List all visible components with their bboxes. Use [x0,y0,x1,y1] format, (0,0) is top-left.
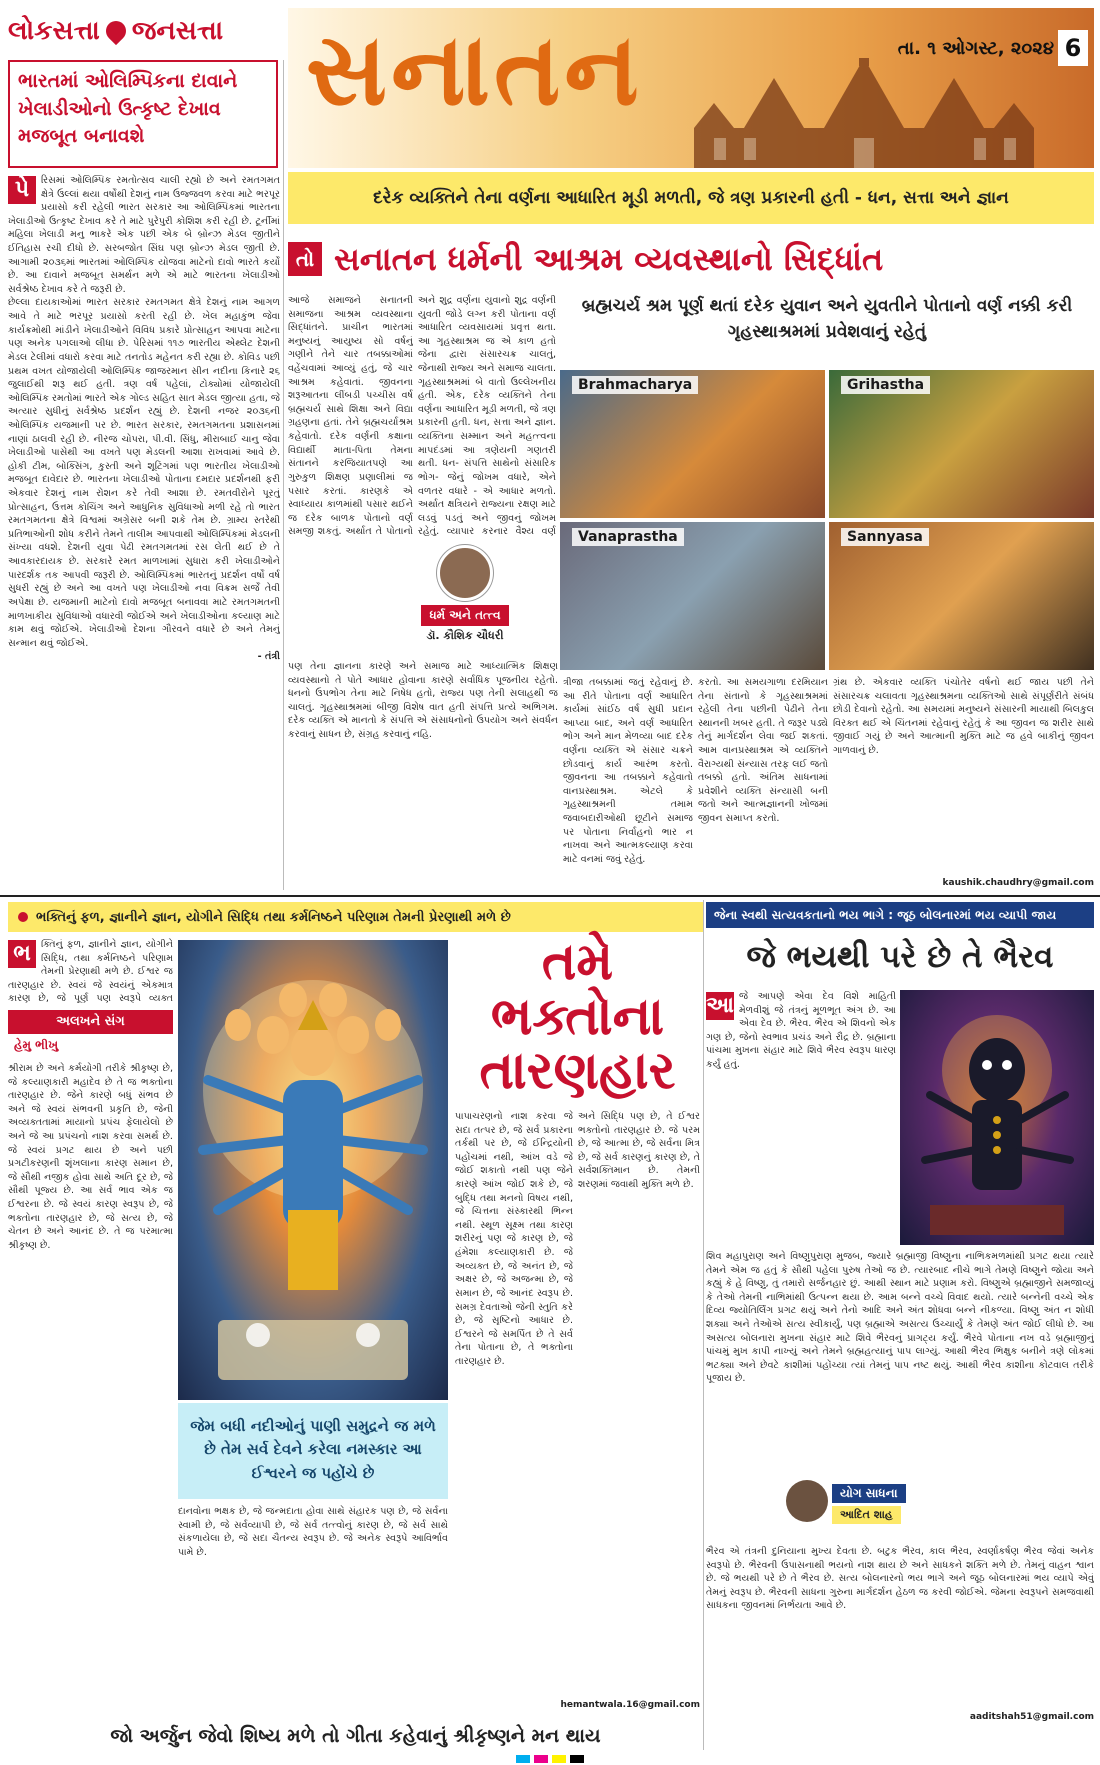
bhakti-author: હેમુ ભીખુ [14,1038,59,1052]
left-story-headline: ભારતમાં ઓલિમ્પિકના દાવાને ખેલાડીઓનો ઉત્કૃષ્ટ દેખાવ મજબૂત બનાવશે [8,60,278,168]
main-story-col-f: ગ્રંથ છે. એકવાર વ્યક્તિ પંચોતેર વર્ષનો થઈ જાય પછી તેને સંસારચક્ર ચલાવતા ગૃહસ્થાશ્રમના વ્યક્તિઓ સાથે સંપૂર્ણરીતે સંબંધ છોડી દેવાનો રહેતો. આ સમયમાં મનુષ્યને સંસારની માયાથી બિલકુલ વિરક્ત થઈ એ ચિંતનમાં રહેવાનું રહેતું કે આ જીવન જ શરીર સાથે જીવાઈ ગયું છે અને આત્માની મુક્તિ માટે જ હવે બાકીનું જીવન ગાળવાનું છે. [833,677,1094,757]
painting-label: Brahmacharya [572,376,698,394]
temple-illustration-icon [654,58,1074,168]
column-rule [703,900,704,1750]
left-story-signoff: - તંત્રી [257,651,280,663]
main-story-col-b: અને શુદ્ર વર્ણના યુવાનો શુદ્ર વર્ણની યુવતી જોડે લગ્ન કરી પોતાના વર્ણ આધારિત વ્યવસાયમાં પ્રવૃત્ત થતા. આ ગૃહસ્થાશ્રમ જ એ કાળ હતો જેના દ્વારા સંસારચક્ર ચાલતું, જેનાથી રાજ્ય અને સમાજ ચાલતા. ગૃહસ્થાશ્રમમાં બે વાતો ઉલ્લેખનીય હતી. એક, દરેક વ્યક્તિને તેના વર્ણના આધારિત મૂડી મળતી, જે ત્રણ પ્રકારની હતી. ધન, સત્તા અને જ્ઞાન. વ્યક્તિના સમ્માન અને મહત્ત્વના માપદંડમાં આ ત્રણેયની ગણતરી થતી. ધન- સંપત્તિ સાથેનો સંસારિક ભોગ- જેનું જોખમ વધારે, એને વળતર વધારે - એ આધાર મળતો. અર્થાત ક્ષત્રિયને રાજ્યના રક્ષણ માટે લડવું પડતું અને જીવનું જોખમ રહેતું. વ્યાપાર કરનાર વૈશ્ય વર્ણ [418,295,556,538]
bhakti-intro [8,938,173,1006]
brand-right: જનસત્તા [131,15,224,46]
main-story-strip: દરેક વ્યક્તિને તેના વર્ણના આધારિત મૂડી મળતી, જે ત્રણ પ્રકારની હતી - ધન, સત્તા અને જ્ઞાન [288,172,1094,224]
yellow-swatch-icon [552,1755,566,1763]
bhairav-intro-text: જે આપણે એવા દેવ વિશે માહિતી મેળવીશું જે તંત્રનું મૂળભૂત અંગ છે. આ એવા દેવ છે. ભૈરવ. ભૈરવ એ શિવનો એક ગણ છે, જેનો સ્વભાવ પ્રચંડ અને રૌદ્ર છે. બ્રહ્માના પાંચમા મુખના સંહાર માટે શિવે ભૈરવ સ્વરૂપ ધારણ કર્યું હતું. [706,991,896,1071]
painting-label: Grihastha [841,376,930,394]
cyan-swatch-icon [516,1755,530,1763]
left-story-para-1: રિસમાં ઓલિમ્પિક રમતોત્સવ ચાલી રહ્યો છે અને રમતગમત ક્ષેત્રે ઉલ્લાં થયા વર્ષોથી દેશનું નામ ઉજ્જવળ કરવા માટે ભરપૂર પ્રયાસો કરી રહેલી ભારત સરકાર આ ઓલિમ્પિકમાં ભારતના ખેલાડીઓ ઉત્કૃષ્ટ દેખાવ કરે તે માટે પુરેપુરી કોશિશ કરી રહી છે. ટૂર્નીમાં મહિલા ખેલાડી મનુ ભાકરે એક પછી એક બે બ્રોન્ઝ મેડલ જીતીને ઈતિહાસ રચી દીધો છે. સરબજોત સિંઘ પણ બ્રોન્ઝ મેડલ જીતી છે. આગામી ૨૦૩૬માં ભારતમાં ઓલિમ્પિક યોજવા માટેનો દાવો ભારતે કર્યો છે. આ દાવાને મજબૂત સમર્થન મળે એ માટે ભારતના ખેલાડીઓ સર્વશ્રેષ્ઠ દેખાવ કરે તે જરૂરી છે. [8,175,280,295]
bhairav-illustration [900,990,1094,1245]
bhairav-column-name: યોગ સાધના [832,1484,906,1503]
bhairav-strip: જેના સ્વથી સત્યવકતાનો ભય ભાગે : જૂઠ બોલનારમાં ભય વ્યાપી જાય [706,902,1094,928]
main-author-email: kaushik.chaudhry@gmail.com [942,878,1094,888]
bhakti-strip-text: ભક્તિનું ફળ, જ્ઞાનીને જ્ઞાન, યોગીને સિદ્ધિ તથા કર્મનિષ્ઠને પરિણામ તેમની પ્રેરણાથી મળે છે [36,909,511,925]
bhairav-intro [706,990,896,1245]
black-swatch-icon [570,1755,584,1763]
main-story-headline-row [288,228,1094,290]
painting-brahmacharya [560,370,825,518]
vishnu-illustration [178,940,448,1400]
main-story-col-d: ત્રીજા તબક્કામાં જતું રહેવાનું છે. આ રીતે પોતાના વર્ણ આધારિત કાર્યમાં સાંઈઠ વર્ષ સુધી પ્રદાન આપ્યા બાદ, અને વર્ણ આધારિત ભોગ અને માન મેળવ્યા બાદ દરેક વર્ણના વ્યક્તિ એ સંસાર ચક્રને છોડવાનું કાર્ય આરંભ કરતો. જીવનના આ તબક્કાને કહેવાતો વાનપ્રસ્થાશ્રમ. એટલે કે ગૃહસ્થાશ્રમની તમામ જવાબદારીઓથી છૂટીને સમાજ પર પોતાના નિર્વાહનો ભાર ન નાખવા અને આત્મકલ્યાણ કરવા માટે વનમાં જવું રહેતું. [563,677,693,865]
bhairav-col-c: ભૈરવ એ તંત્રની દુનિયાના મુખ્ય દેવતા છે. બટુક ભૈરવ, કાલ ભૈરવ, સ્વર્ણાકર્ષણ ભૈરવ જેવાં અનેક સ્વરૂપો છે. ભૈરવની ઉપાસનાથી ભયનો નાશ થાય છે અને સાધકને શક્તિ મળે છે. તેમનું વાહન શ્વાન છે. જે ભયથી પરે છે તે ભૈરવ છે. સત્ય બોલનારનો ભય ભાગે અને જૂઠ બોલનારમાં ભય વ્યાપે એવું તેમનું સ્વરૂપ છે. ભૈરવની સાધના ગુરુના માર્ગદર્શન હેઠળ જ કરવી જોઈએ. જેમના સ્વરૂપને સમજવાથી સાધકના જીવનમાં નિર્ભયતા આવે છે. [706,1546,1094,1612]
author-name: ડૉ. કૌશિક ચૌધરી [426,629,504,642]
painting-label: Vanaprastha [572,528,684,546]
issue-date: તા. ૧ ઓગસ્ટ, ૨૦૨૪ [897,38,1054,59]
location-pin-icon [102,17,130,45]
painting-vanaprastha [560,522,825,670]
main-story-col-e: કરતો. આ સમયગાળા દરમિયાન તેના સંતાનો કે ગૃહસ્થાશ્રમમાં રહેલી તેના પછીની પેઢીને તેના સ્થાનની ખબર હતી. તે જરૂર પડ્યે તેનું માર્ગદર્શન લેવા જઈ શકતાં. આમ વાનપ્રસ્થાશ્રમ એ વ્યક્તિને વૈરાગ્યથી સંન્યાસ તરફ લઈ જતો તબક્કો હતો. અંતિમ સાધનામાં પ્રવેશીને વ્યક્તિ સંન્યાસી બની જતો અને આત્મજ્ઞાનની ખોજમાં જીવન સમાપ્ત કરતો. [698,677,828,825]
bhakti-dropcap: ભ [8,940,36,968]
section-divider [0,895,1100,897]
bhakti-col-e: અને સિદ્ધિ પણ છે, તે ઈશ્વર ભક્તોનો તારણહાર છે. જે પરમ છે, જે આત્મા છે, જે સર્વના મિત્ર છે, જે સર્વ કારણનું કારણ છે, તે સર્વશક્તિમાન છે. તેમની શરણમાં જવાથી મુક્તિ મળે છે. [578,1111,700,1191]
author-avatar [437,545,493,601]
section-banner [288,8,1094,168]
bhakti-intro-text: ક્તિનું ફળ, જ્ઞાનીને જ્ઞાન, યોગીને સિદ્ધિ, તથા કર્મનિષ્ઠને પરિણામ તેમની પ્રેરણાથી મળે છે. ઈશ્વર જ તારણહાર છે. સ્વયં જે સ્વયંનું એકમાત્ર કારણ છે, જે પૂર્ણ પણ સ્વરૂપે વ્યક્ત [8,939,173,1005]
bhairav-author: આદિત શાહ [832,1506,901,1524]
page-number: 6 [1058,30,1088,66]
bhairav-author-byline [786,1480,911,1540]
bhakti-strip [8,902,703,932]
bhairav-email: aaditshah51@gmail.com [969,1712,1094,1722]
bhakti-col-b: શ્રીરામ છે અને કર્મયોગી તરીકે શ્રીકૃષ્ણ છે, જે કલ્યાણકારી મહાદેવ છે તે જ ભક્તોના તારણહાર છે. જેને કારણે બધું સંભવ છે અને જે સ્વયં સંભવની પ્રકૃતિ છે, જેની અવ્યક્તતામાં માયાનો પ્રપંચ ફેલાયેલો છે અને જે આ પ્રપંચનો નાશ કરવા સમર્થ છે. જે સ્વયં પ્રગટ થાય છે અને પછી પ્રગટીકરણની શૃંખલાના કારણ સમાન છે, જે સૌથી નજીક હોવા સાથે અતિ દૂર છે, જે સૌથી પૂજ્ય છે. આ સર્વ ભાવ એક જ ઈશ્વરના છે. જે સ્વયં કારણ સ્વરૂપ છે, જે ભક્તોના તારણહાર છે, જે સત્ય છે, જે ચેતન છે અને આનંદ છે. તે જ પરમાત્મા શ્રીકૃષ્ણ છે. [8,1063,173,1251]
brand-left: લોકસત્તા [8,15,100,46]
ashram-paintings [560,370,1094,670]
main-story-col-c: પણ તેના જ્ઞાનના કારણે અને સમાજ માટે આધ્યાત્મિક શિક્ષણ વ્યવસ્થાનો તે પોતે આધાર હોવાના કારણે સર્વાધિક પૂજનીય રહેતો. ધનનો ઉપભોગ તેના માટે નિષેધ હતો, રાજ્ય પણ તેની સલાહથી જ ચાલતું. ગૃહસ્થાશ્રમમાં બીજી વિશેષ વાત હતી સંપત્તિ પ્રત્યે અભિગમ. દરેક વ્યક્તિ એ માનતો કે સંપત્તિ એ સંસાધનોનો ઉપયોગ અને સંવર્ધન કરવાનું સાધન છે, સંગ્રહ કરવાનું નહિ. [288,661,558,741]
bhakti-column-name: અલખને સંગ [8,1010,173,1034]
bhakti-col-d: દાનવોના ભક્ષક છે, જે જન્મદાતા હોવા સાથે સંહારક પણ છે, જે સર્વના સ્વામી છે, જે સર્વવ્યાપી છે, જે સર્વ તત્ત્વોનું કારણ છે, જે સર્વ સાથે સંકળાયેલા છે, જે સદા ચૈતન્ય સ્વરૂપ છે. જે અનેક સ્વરૂપે આવિર્ભાવ પામે છે. [178,1506,448,1558]
bhakti-col-c: પાપાચરણનો નાશ કરવા જે સદા તત્પર છે, જે સર્વ પ્રકારના તર્કથી પર છે, જે ઈન્દ્રિયોની પહોંચમાં નથી, આંખ વડે જે જોઈ શકાતો નથી પણ જેને કારણે આંખ જોઈ શકે છે, જે બુદ્ધિ તથા મનનો વિષય નથી, જે ચિત્તના સંસ્કારથી ભિન્ન નથી. સ્થૂળ સૂક્ષ્મ તથા કારણ શરીરનું પણ જે કારણ છે, જે હંમેશા કલ્યાણકારી છે. જે અવ્યક્ત છે, જે અનંત છે, જે અક્ષર છે, જે અજન્મા છે, જે સમાન છે, જે આનંદ સ્વરૂપ છે. સમગ્ર દેવતાઓ જેની સ્તુતિ કરે છે, જે સૃષ્ટિનો આધાર છે. ઈશ્વરને જે સમર્પિત છે તે સર્વ તેના પોતાના છે, તે ભક્તોના તારણહાર છે. [455,1111,573,1367]
main-author-byline [370,545,560,655]
bhakti-bottom-headline: જો અર્જુન જેવો શિષ્ય મળે તો ગીતા કહેવાનું શ્રીકૃષ્ણને મન થાય [110,1725,601,1747]
bhairav-col-b: શિવ મહાપુરાણ અને વિષ્ણુપુરાણ મુજબ, જ્યારે બ્રહ્માજી વિષ્ણુના નાભિકમળમાંથી પ્રગટ થયા ત્યારે તેમને એમ જ હતું કે સૌથી પહેલા પુરુષ તેઓ જ છે. ત્યારબાદ નીચે ભાગે તેમણે વિષ્ણુને જોયા અને કહ્યું કે હે વિષ્ણુ, તું તમારો સર્જનહાર છું. આથી સ્થાન માટે પ્રણામ કરો. વિષ્ણુએ બ્રહ્માજીને સમજાવ્યું કે તેઓ તેમની નાભિમાંથી ઉત્પન્ન થયા છે. આમ બન્ને વચ્ચે વિવાદ થયો. ત્યારે બન્નેની વચ્ચે એક દિવ્ય જ્યોતિર્લિંગ પ્રગટ થયું અને તેનો આદિ અને અંત શોધવા બન્ને નીકળ્યા. વિષ્ણુ અંત ન શોધી શક્યા અને તેઓએ સત્ય સ્વીકાર્યું, પણ બ્રહ્માએ અસત્ય ઉચ્ચાર્યું કે તેમણે અંત જોઈ લીધો છે. આ અસત્ય બોલનારા મુખના સંહાર માટે શિવે ભૈરવનું પ્રાગટ્ય કર્યું. ભૈરવે પોતાના નખ વડે બ્રહ્માજીનું પાંચમું મુખ કાપી નાખ્યું અને તેમને બ્રહ્મહત્યાનું પાપ લાગ્યું. આથી ભૈરવ ભિક્ષુક બનીને ત્રણે લોકમાં ભટક્યા અને છેવટે કાશીમાં પહોંચ્યા ત્યાં તેમનું પાપ નષ્ટ થયું. આથી ભૈરવ કાશીના કોટવાલ તરીકે પૂજાય છે. [706,1251,1094,1385]
left-story-body [8,174,280,886]
main-story-col-a: આજે સમાજને સનાતની સમાજના આશ્રમ વ્યવસ્થાના સિદ્ધાંતને. પ્રાચીન ભારતમાં મનુષ્યનું આયુષ્ય સો વર્ષનું ગણીને તેને ચાર તબક્કાઓમાં વહેંચવામાં આવ્યું હતું, જે ચાર આશ્રમ કહેવાતાં. જીવનના શરૂઆતના લીંબડી પચ્ચીસ વર્ષ બ્રહ્મચર્ય સાથે શિક્ષા અને વિદ્યા ગ્રહણના હતાં. તેને બ્રહ્મચર્યાશ્રમ કહેવાતો. દરેક વર્ણની કક્ષાના વિદ્યાર્થી માતા-પિતા તેમના સંતાનને કરજિયાતપણે આ ગુરુકુળ શિક્ષણ પ્રણાલીમાં જ પસાર કરતાં. કારણકે એ સ્વાધ્યાય કાળમાંથી પસાર થઈને જ દરેક બાળક પોતાનો વર્ણ સમજી શકતું. અર્થાત તે પોતાનો [288,295,413,538]
left-story-para-2: છેલ્લા દાયકાઓમાં ભારત સરકાર રમતગમત ક્ષેત્રે દેશનું નામ આગળ આવે તે માટે ભરપૂર પ્રયાસો કરતી રહી છે. ખેલ મહાકુંભ જેવા કાર્યક્રમોથી માંડીને ખેલાડીઓને વિવિધ પ્રકારે પ્રોત્સાહન આપવા માટેના પણ અનેક પગલાઓ લીધા છે. પેરિસમાં ૧૧૭ ભારતીય એથ્લેટ દેશની મેડલ ટેલીમાં વધારો કરવા માટે તનતોડ મહેનત કરી રહ્યા છે. કોવિડ પછી પ્રથમ વખત યોજાયેલી ઓલિમ્પિક જાજરમાન સીન નદીના કિનારે ૨૬ જુલાઈથી શરૂ થઈ હતી. ત્રણ વર્ષ પહેલાં, ટોક્યોમાં યોજાયેલી ઓલિમ્પિક રમતોમાં ભારતે એક ગોલ્ડ સહિત સાત મેડલ જીત્યા હતા, જે અત્યાર સુધીનું સર્વશ્રેષ્ઠ પ્રદર્શન રહ્યું છે. દેશની નજર ૨૦૩૬ની ઓલિમ્પિક યજમાની પર છે. ભારત સરકાર, રમતગમતના પ્રશાસનમાં નાણાં ઠાલવી રહી છે. નીરજ ચોપરા, પી.વી. સિંધુ, મીરાબાઈ ચાનુ જેવા ખેલાડીઓ પાસેથી આ વખતે પણ મેડલની આશા રાખવામાં આવે છે. હોકી ટીમ, બોક્સિંગ, કુસ્તી અને શૂટિંગમાં પણ ભારતીય ખેલાડીઓ મજબૂત દાવેદાર છે. ભારતના ખેલાડીઓ પોતાના દમદાર પ્રદર્શનથી ફરી એકવાર દેશનું નામ રોશન કરે તેવી આશા છે. રમતવીરોને પૂરતું પ્રોત્સાહન, ઉત્તમ કોચિંગ અને આધુનિક સુવિધાઓ મળી રહે તો ભારત રમતગમતના ક્ષેત્રે વિશ્વમાં અગ્રેસર બની શકે તેમ છે. ગ્રામ્ય સ્તરેથી પ્રતિભાઓની શોધ કરીને તેમને તાલીમ આપવાથી ઓલિમ્પિકમાં મેડલની સંખ્યા વધશે. દેશની યુવા પેઢી રમતગમતમાં રસ લેતી થઈ છે તે આવકારદાયક છે. સરકારે રમત માળખામાં સુધારા કરી ખેલાડીઓને પારદર્શક તક આપવી જરૂરી છે. ઓલિમ્પિકમાં ભારતનું પ્રદર્શન વર્ષો વર્ષ સુધરી રહ્યું છે અને આ વખતે પણ ખેલાડીઓ નવા વિક્રમ સર્જે તેવી અપેક્ષા છે. યજમાની માટેનો દાવો મજબૂત બનાવવા માટે રમતગમતની માળખાકીય સુવિધાઓ વધારવી જોઈએ અને ખેલાડીઓના કલ્યાણ માટે કામ થવું જોઈએ. ખેલાડીઓ દેશના ગૌરવને વધારે છે અને તેમનું સન્માન થવું જોઈએ. [8,297,280,649]
main-story-subhead: બ્રહ્મચર્ય શ્રમ પૂર્ણ થતાં દરેક યુવાન અને યુવતીને પોતાનો વર્ણ નક્કી કરી ગૃહસ્થાશ્રમમાં પ્રવેશવાનું રહેતું [581,296,1073,342]
painting-grihastha [829,370,1094,518]
bhakti-email: hemantwala.16@gmail.com [560,1700,700,1710]
column-name: ધર્મ અને તત્ત્વ [421,605,508,626]
left-story-dropcap: પે [8,176,36,204]
masthead-logo [8,8,273,54]
print-registration-bar [0,1755,1100,1765]
column-rule [283,60,284,890]
painting-sannyasa [829,522,1094,670]
magenta-swatch-icon [534,1755,548,1763]
main-story-headline: સનાતન ધર્મની આશ્રમ વ્યવસ્થાનો સિદ્ધાંત [334,239,884,278]
author-avatar [786,1480,828,1522]
bhairav-dropcap: આ [706,993,734,1018]
bhakti-pull-quote: જેમ બધી નદીઓનું પાણી સમુદ્રને જ મળે છે તેમ સર્વ દેવને કરેલા નમસ્કાર આ ઈશ્વરને જ પહોંચે છે [178,1403,448,1499]
bullet-icon [18,912,28,922]
main-story-dropcap: તો [288,242,322,276]
bhairav-headline: જે ભયથી પરે છે તે ભૈરવ [746,939,1054,975]
section-title: સનાતન [306,10,643,128]
vishwaroop-icon [178,940,448,1400]
bhakti-headline: તમે ભક્તોના તારણહાર [479,932,676,1102]
bhairav-deity-icon [900,990,1094,1245]
painting-label: Sannyasa [841,528,929,546]
